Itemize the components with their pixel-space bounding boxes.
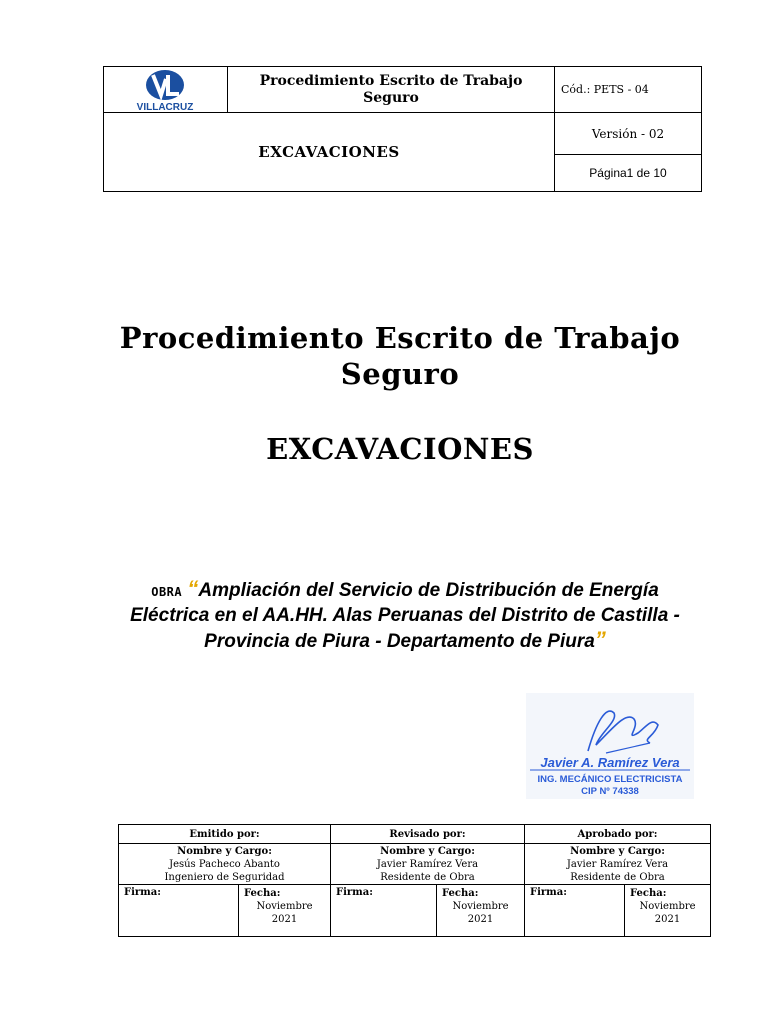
fecha-month: Noviembre [452, 901, 509, 912]
person-role: Residente de Obra [380, 872, 475, 883]
header-doc-title: Procedimiento Escrito de Trabajo Seguro [228, 67, 555, 113]
fecha-label: Fecha: [244, 888, 281, 899]
approval-table [118, 824, 711, 937]
header-subject: EXCAVACIONES [104, 113, 555, 191]
person-name: Jesús Pacheco Abanto [169, 859, 280, 870]
company-logo [104, 67, 228, 113]
fecha-year: 2021 [271, 914, 298, 925]
page-title-line2: Seguro [340, 357, 460, 391]
open-quote: “ [187, 576, 199, 601]
page-title [80, 320, 720, 392]
logo-cell [104, 67, 228, 113]
fecha-cell [239, 885, 331, 936]
fecha-month: Noviembre [256, 901, 313, 912]
fecha-label: Fecha: [442, 888, 479, 899]
col-revisado-name [331, 844, 525, 885]
document-header [103, 66, 702, 192]
header-page-number: Página1 de 10 [589, 166, 667, 180]
person-role: Residente de Obra [570, 872, 665, 883]
close-quote: ” [594, 627, 606, 652]
col-aprobado-name [525, 844, 710, 885]
fecha-label: Fecha: [630, 888, 667, 899]
logo-wordmark: VILLACRUZ [136, 102, 194, 113]
fecha-cell [625, 885, 710, 936]
header-version: Versión - 02 [555, 113, 701, 155]
fecha-cell [437, 885, 525, 936]
stamp-role: ING. MECÁNICO ELECTRICISTA [537, 774, 683, 785]
page-subject: EXCAVACIONES [266, 432, 534, 466]
person-role: Ingeniero de Seguridad [164, 872, 285, 883]
stamp-cip: CIP Nº 74338 [581, 786, 639, 797]
firma-label: Firma: [331, 885, 437, 936]
header-doc-code: Cód.: PETS - 04 [555, 67, 701, 113]
signature-scribble [526, 693, 694, 799]
fecha-year: 2021 [467, 914, 494, 925]
col-revisado-header: Revisado por: [331, 825, 525, 844]
name-label: Nombre y Cargo: [177, 846, 272, 857]
project-description [115, 577, 695, 654]
engineer-stamp [526, 693, 694, 799]
person-name: Javier Ramírez Vera [566, 859, 669, 870]
fecha-month: Noviembre [639, 901, 696, 912]
page-title-line1: Procedimiento Escrito de Trabajo [119, 321, 681, 355]
name-label: Nombre y Cargo: [570, 846, 665, 857]
person-name: Javier Ramírez Vera [376, 859, 479, 870]
col-aprobado-header: Aprobado por: [525, 825, 710, 844]
stamp-name: Javier A. Ramírez Vera [540, 755, 680, 770]
obra-text: Ampliación del Servicio de Distribución de Energía Eléctrica en el AA.HH. Alas Peruanas del Distrito de Castilla - Provincia de Piura - Departamento de Piura [130, 580, 680, 652]
col-emitido-name [119, 844, 331, 885]
name-label: Nombre y Cargo: [380, 846, 475, 857]
firma-label: Firma: [119, 885, 239, 936]
obra-label: OBRA [151, 585, 183, 599]
firma-label: Firma: [525, 885, 625, 936]
fecha-year: 2021 [654, 914, 681, 925]
col-emitido-header: Emitido por: [119, 825, 331, 844]
